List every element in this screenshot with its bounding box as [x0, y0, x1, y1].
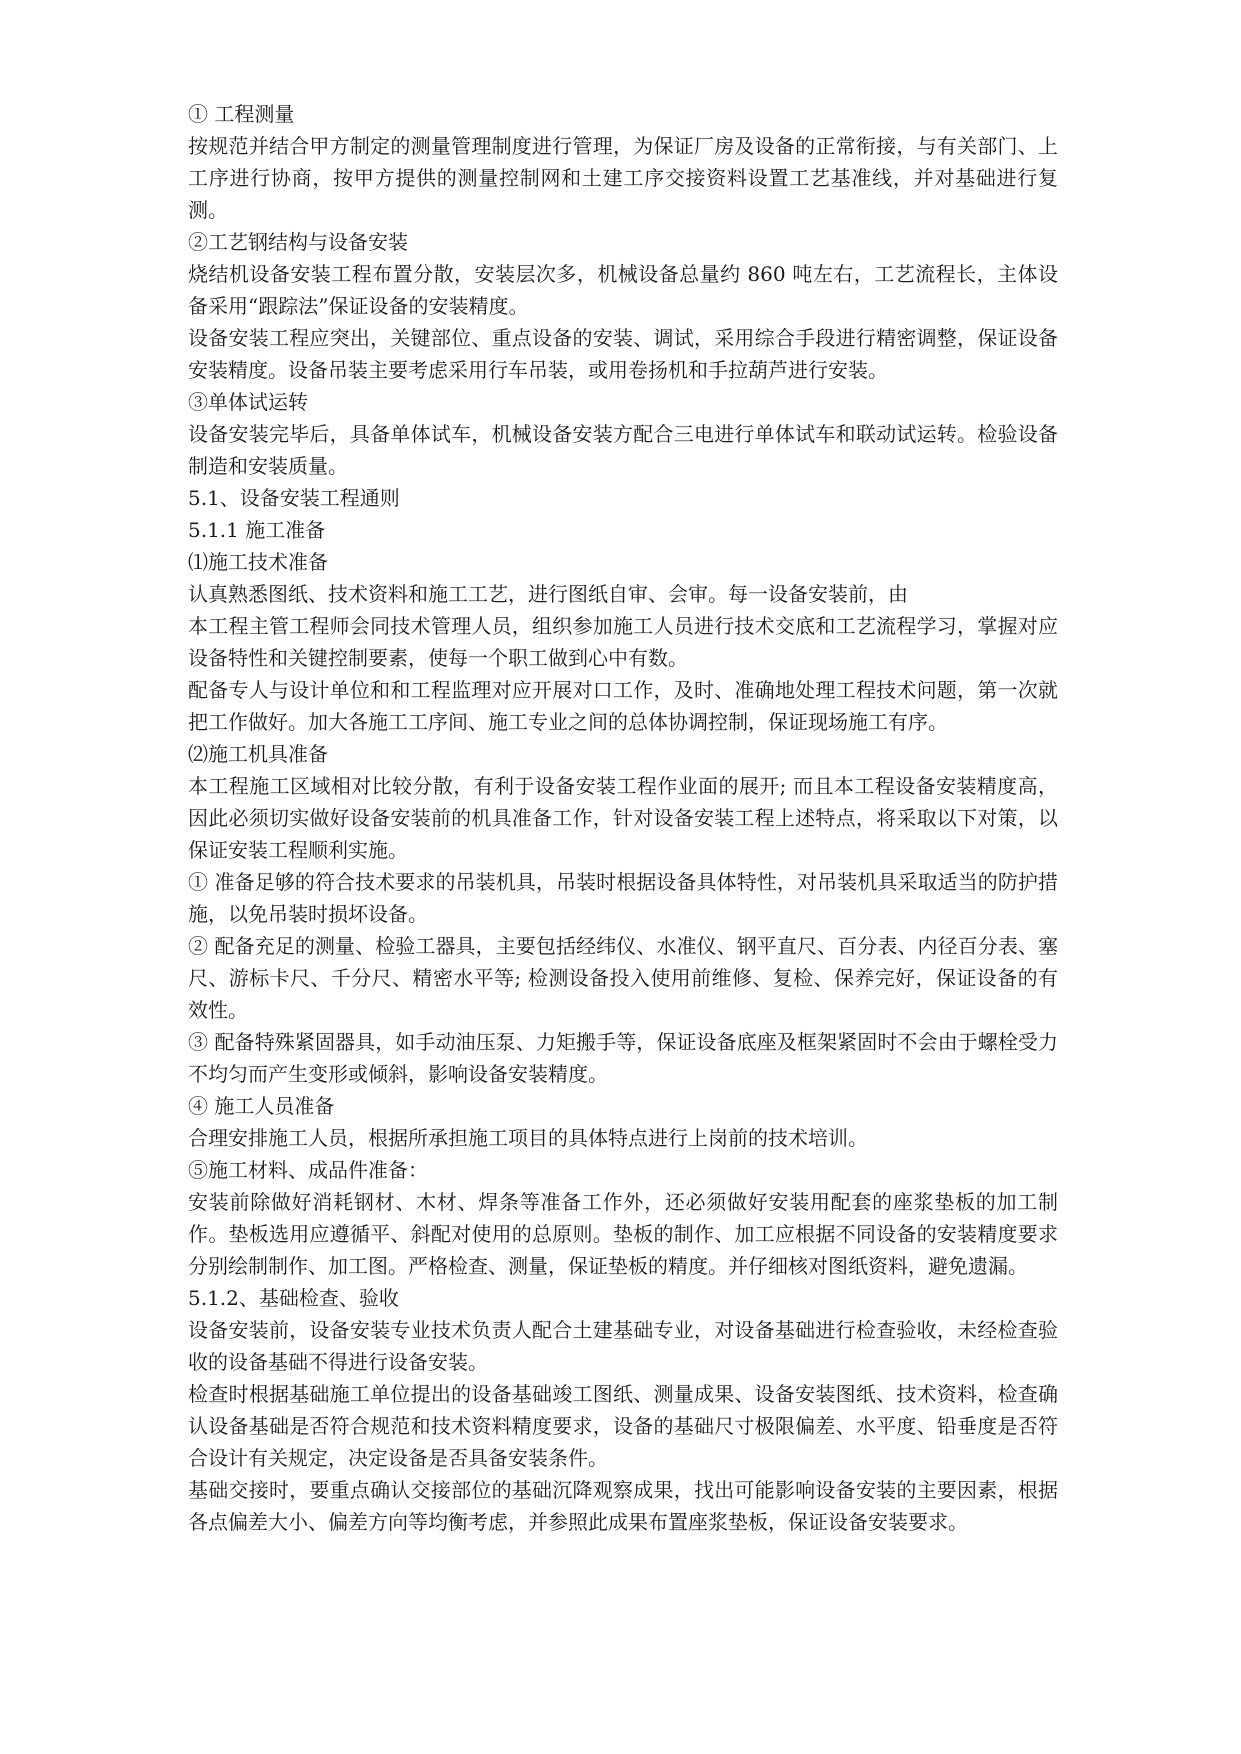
- subheading-personnel-preparation: ④ 施工人员准备: [188, 1094, 335, 1118]
- section-heading-5-1: 5.1、设备安装工程通则: [188, 486, 400, 510]
- subheading-materials-preparation: ⑤施工材料、成品件准备：: [188, 1158, 428, 1182]
- paragraph: 按规范并结合甲方制定的测量管理制度进行管理，为保证厂房及设备的正常衔接，与有关部门、上工序进行协商，按甲方提供的测量控制网和土建工序交接资料设置工艺基准线，并对基础进行复测。: [188, 134, 1058, 222]
- section-heading-5-1-1: 5.1.1 施工准备: [188, 518, 326, 542]
- paragraph: 设备安装工程应突出，关键部位、重点设备的安装、调试，采用综合手段进行精密调整，保证设备安装精度。设备吊装主要考虑采用行车吊装，或用卷扬机和手拉葫芦进行安装。: [188, 326, 1058, 382]
- heading-single-trial-run: ③单体试运转: [188, 390, 308, 414]
- paragraph: 检查时根据基础施工单位提出的设备基础竣工图纸、测量成果、设备安装图纸、技术资料，检查确认设备基础是否符合规范和技术资料精度要求，设备的基础尺寸极限偏差、水平度、铅垂度是否符合设计有关规定，决定设备是否具备安装条件。: [188, 1382, 1058, 1470]
- paragraph: 认真熟悉图纸、技术资料和施工工艺，进行图纸自审、会审。每一设备安装前，由: [188, 582, 908, 606]
- paragraph: 基础交接时，要重点确认交接部位的基础沉降观察成果，找出可能影响设备安装的主要因素，根据各点偏差大小、偏差方向等均衡考虑，并参照此成果布置座浆垫板，保证设备安装要求。: [188, 1478, 1058, 1534]
- paragraph: 配备专人与设计单位和和工程监理对应开展对口工作，及时、准确地处理工程技术问题，第一次就把工作做好。加大各施工工序间、施工专业之间的总体协调控制，保证现场施工有序。: [188, 678, 1058, 734]
- section-heading-5-1-2: 5.1.2、基础检查、验收: [188, 1286, 399, 1310]
- list-item: ① 准备足够的符合技术要求的吊装机具，吊装时根据设备具体特性，对吊装机具采取适当的防护措施，以免吊装时损坏设备。: [188, 870, 1058, 926]
- paragraph: 设备安装前，设备安装专业技术负责人配合土建基础专业，对设备基础进行检查验收，未经检查验收的设备基础不得进行设备安装。: [188, 1318, 1058, 1374]
- paragraph: 烧结机设备安装工程布置分散，安装层次多，机械设备总量约 860 吨左右，工艺流程长，主体设备采用“跟踪法”保证设备的安装精度。: [188, 262, 1058, 318]
- heading-steel-structure-installation: ②工艺钢结构与设备安装: [188, 230, 408, 254]
- list-item: ② 配备充足的测量、检验工器具，主要包括经纬仪、水准仪、钢平直尺、百分表、内径百分表、塞尺、游标卡尺、千分尺、精密水平等; 检测设备投入使用前维修、复检、保养完好，保证设备的有效性。: [188, 934, 1058, 1022]
- paragraph: 设备安装完毕后，具备单体试车，机械设备安装方配合三电进行单体试车和联动试运转。检验设备制造和安装质量。: [188, 422, 1058, 478]
- heading-engineering-survey: ① 工程测量: [188, 102, 295, 126]
- paragraph: 本工程施工区域相对比较分散，有利于设备安装工程作业面的展开; 而且本工程设备安装精度高，因此必须切实做好设备安装前的机具准备工作，针对设备安装工程上述特点，将采取以下对策，以保证安装工程顺利实施。: [188, 774, 1058, 862]
- paragraph: 安装前除做好消耗钢材、木材、焊条等准备工作外，还必须做好安装用配套的座浆垫板的加工制作。垫板选用应遵循平、斜配对使用的总原则。垫板的制作、加工应根据不同设备的安装精度要求分别绘制制作、加工图。严格检查、测量，保证垫板的精度。并仔细核对图纸资料，避免遗漏。: [188, 1190, 1058, 1278]
- subheading-machinery-preparation: ⑵施工机具准备: [188, 742, 328, 766]
- document-body: [188, 98, 1058, 1538]
- list-item: ③ 配备特殊紧固器具，如手动油压泵、力矩搬手等，保证设备底座及框架紧固时不会由于螺栓受力不均匀而产生变形或倾斜，影响设备安装精度。: [188, 1030, 1058, 1086]
- paragraph: 合理安排施工人员，根据所承担施工项目的具体特点进行上岗前的技术培训。: [188, 1126, 868, 1150]
- paragraph: 本工程主管工程师会同技术管理人员，组织参加施工人员进行技术交底和工艺流程学习，掌握对应设备特性和关键控制要素，使每一个职工做到心中有数。: [188, 614, 1058, 670]
- subheading-technical-preparation: ⑴施工技术准备: [188, 550, 328, 574]
